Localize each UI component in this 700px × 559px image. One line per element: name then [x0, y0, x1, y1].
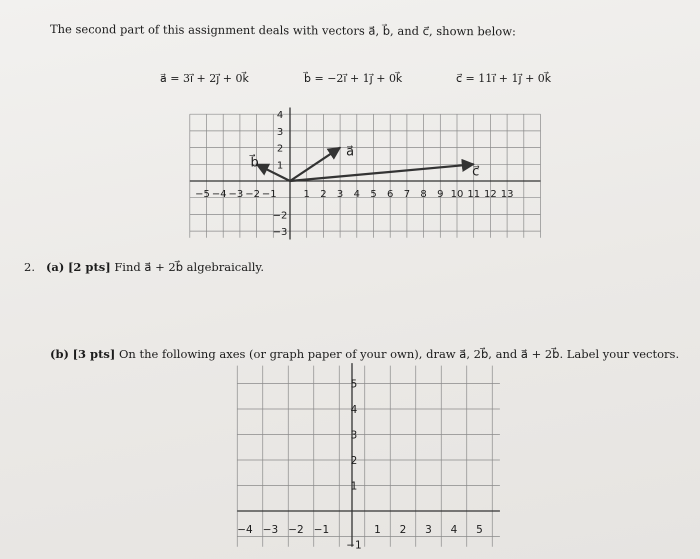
x-tick-label: 8: [420, 189, 427, 200]
y-tick-label-2: 3: [350, 429, 358, 442]
vector-a-label: a⃗: [346, 144, 355, 160]
x-tick-label: −2: [245, 189, 260, 200]
x-tick-label-2: −4: [237, 524, 253, 536]
question-2a: [24, 260, 264, 274]
y-tick-label: −2: [272, 210, 288, 222]
y-tick-label-2: −1: [346, 539, 362, 552]
y-tick-label-2: 1: [350, 480, 358, 493]
vector-c-equation: c⃗ = 11ı⃗ + 1ȷ⃗ + 0k⃗: [456, 72, 552, 85]
y-tick-label: 2: [276, 143, 284, 155]
y-tick-label-2: 4: [350, 404, 358, 416]
x-tick-label-2: 2: [399, 524, 407, 536]
vector-b-label: b⃗: [250, 155, 259, 171]
x-tick-label: 7: [403, 189, 411, 200]
question-2a-text: Find a⃗ + 2b⃗ algebraically.: [114, 260, 265, 274]
x-tick-label: 9: [437, 189, 444, 200]
x-tick-label: 3: [336, 189, 344, 200]
question-2b-text: On the following axes (or graph paper of your own), draw a⃗, 2b⃗, and a⃗ + 2b⃗. Label your vectors.: [118, 347, 680, 361]
x-tick-label: 11: [467, 189, 481, 200]
vector-a-equation: a⃗ = 3ı⃗ + 2ȷ⃗ + 0k⃗: [160, 72, 249, 85]
x-tick-label: 4: [353, 189, 360, 200]
y-tick-label: 3: [276, 126, 284, 138]
vector-b-equation: b⃗ = −2ı⃗ + 1ȷ⃗ + 0k⃗: [304, 72, 403, 85]
x-tick-label-2: 5: [476, 524, 483, 536]
question-2b: [50, 347, 679, 361]
x-tick-label-2: 3: [425, 524, 432, 536]
y-tick-label-2: 5: [350, 378, 358, 391]
question-2b-points: [3 pts]: [72, 347, 116, 361]
x-tick-label: 1: [303, 189, 310, 200]
vector-c-arrow: [290, 164, 474, 181]
x-tick-label: 10: [450, 189, 464, 200]
x-tick-label: 6: [387, 189, 394, 200]
x-tick-label-2: −2: [288, 524, 304, 536]
x-tick-label-2: 1: [374, 524, 381, 536]
y-tick-label: 4: [276, 110, 284, 122]
x-tick-label: 13: [500, 189, 514, 200]
y-tick-label-2: 2: [350, 455, 358, 467]
question-2a-points: [2 pts]: [67, 260, 111, 274]
y-tick-label: −3: [272, 227, 288, 239]
intro-text: The second part of this assignment deals with vectors a⃗, b⃗, and c⃗, shown below:: [49, 22, 516, 39]
x-tick-label-2: −3: [262, 524, 279, 536]
x-tick-label: −5: [195, 189, 210, 200]
x-tick-label: −4: [211, 189, 227, 200]
question-number: 2.: [24, 260, 35, 274]
x-tick-label: −3: [228, 189, 244, 200]
x-tick-label: 2: [320, 189, 327, 200]
x-tick-label: −1: [261, 189, 277, 200]
x-tick-label-2: −1: [313, 524, 330, 536]
x-tick-label: 5: [370, 189, 377, 200]
y-tick-label: 1: [276, 160, 284, 172]
x-tick-label-2: 4: [450, 524, 458, 536]
question-2a-part: (a): [45, 260, 65, 274]
question-2b-part: (b): [50, 347, 69, 361]
vector-c-label: c⃗: [472, 164, 480, 180]
x-tick-label: 12: [484, 189, 497, 200]
